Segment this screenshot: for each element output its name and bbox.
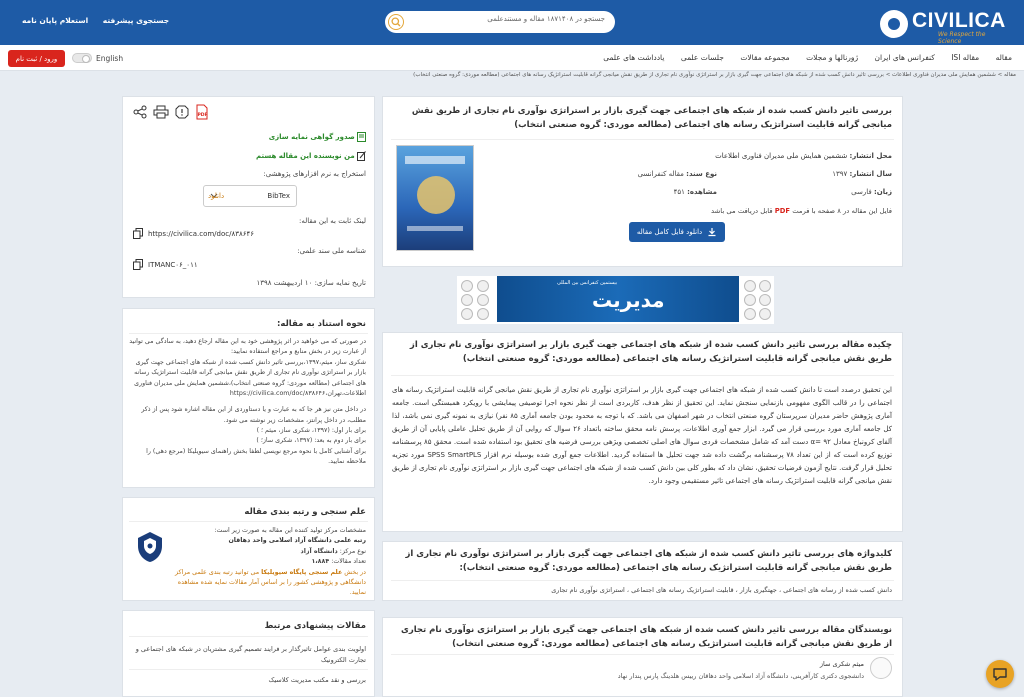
nav-item-papers[interactable]: مقاله [995,53,1012,62]
conference-label: محل انتشار: [849,152,892,160]
sponsor-logo-icon [744,294,756,306]
file-note-pre: فایل این مقاله در ۸ صفحه با فرمت [792,207,892,215]
author-avatar-icon [870,657,892,679]
download-button-label: دانلود فایل کامل مقاله [636,228,703,236]
ranking-note-pre: در بخش [344,568,366,576]
conference-row [715,152,892,160]
nav-item-isi[interactable]: مقاله ISI [951,53,980,62]
nav-item-notes[interactable]: یادداشت های علمی [603,53,665,62]
language-switch[interactable] [72,53,123,63]
citation-second: برای بار دوم به بعد: (۱۳۹۷، شکری ساز؛ ) [256,437,366,445]
certificate-icon [357,132,366,142]
citation-first: برای بار اول: (۱۳۹۷، شکری ساز، میثم ؛ ) [256,427,366,434]
national-id-row [133,259,198,270]
language-toggle[interactable] [72,53,92,63]
copy-icon[interactable] [133,228,143,239]
views-label: مشاهده: [687,188,717,196]
civilica-logo[interactable] [880,9,1010,45]
bibtex-value: BibTex [267,192,290,200]
abstract-card [382,332,903,532]
year-row [832,170,892,178]
citation-card [122,308,375,488]
sponsor-logo-icon [744,308,756,320]
report-icon[interactable] [175,105,189,119]
national-id-value: ITMANC۰۶_۰۱۱ [148,260,198,269]
banner-title: مدیریت [592,288,665,312]
nav-item-conferences[interactable]: کنفرانس های ایران [874,53,935,62]
sponsor-logo-icon [477,308,489,320]
abstract-title: چکیده مقاله بررسی تاثیر دانش کسب شده از شبکه های اجتماعی جهت گیری بازار بر استراتژی نوآوری نام تجاری از طریق نقش میانجی گرانه قابلیت استراتژیک رسانه های اجتماعی (مطالعه موردی: گروه صنعتی انتخاب) [409,340,892,364]
sponsor-logo-icon [461,280,473,292]
citation-title: نحوه استناد به مقاله: [277,319,366,329]
permanent-link-row [133,228,254,239]
doc-type-value: مقاله کنفرانسی [637,170,684,178]
share-icon[interactable] [133,105,147,119]
ranking-body [160,526,366,599]
banner-subtitle: بیستمین کنفرانس بین المللی [557,280,618,286]
views-value: ۴۵۱ [673,188,685,196]
divider [391,139,894,140]
related-card [122,610,375,697]
sponsor-logo-icon [461,294,473,306]
paper-actions-card [122,96,375,298]
divider [391,654,894,655]
sponsor-logo-icon [759,294,771,306]
language-row [851,188,892,196]
search-input[interactable] [420,15,605,23]
sponsor-logo-icon [759,280,771,292]
pdf-icon[interactable] [195,104,209,120]
download-full-paper-button[interactable] [629,222,725,242]
center-type-label: نوع مرکز: [339,547,366,555]
svg-text:PDF: PDF [197,113,208,118]
divider [129,333,368,334]
ranking-card [122,497,375,601]
divider [391,580,894,581]
authors-card [382,617,903,697]
index-date-row [256,279,366,287]
paper-count-value: ۱،۸۸۴ [311,558,330,566]
views-row [674,188,717,196]
doc-type-row [638,170,717,178]
nav-item-journals[interactable]: ژورنالها و مجلات [806,53,859,62]
permanent-link-label: لینک ثابت به این مقاله: [298,217,366,225]
i-am-author-link[interactable]: من نویسنده این مقاله هستم [256,152,355,160]
year-value: ۱۳۹۷ [832,170,848,178]
breadcrumb[interactable]: مقاله > ششمین همایش ملی مدیران فناوری اطلاعات > بررسی تاثیر دانش کسب شده از شبکه های اجتماعی جهت گیری بازار بر استراتژی نوآوری نام تجاری از طریق نقش میانجی گرانه قابلیت استراتژیک رسانه های اجتماعی (مطالعه موردی: گروه صنعتی انتخاب) [413,72,1016,78]
keywords-title: کلیدواژه های بررسی تاثیر دانش کسب شده از شبکه های اجتماعی جهت گیری بازار بر استراتژی نوآوری نام تجاری از طریق نقش میانجی گرانه قابلیت استراتژیک رسانه های اجتماعی (مطالعه موردی: گروه صنعتی انتخاب): [405,549,892,573]
certificate-row[interactable] [269,132,366,142]
divider [129,521,368,522]
year-label: سال انتشار: [849,170,892,178]
main-nav [0,45,1024,71]
abstract-text: این تحقیق درصدد است تا دانش کسب شده از شبکه های اجتماعی جهت گیری بازار بر استراتژی نوآوری نام تجاری از طریق نقش میانجی گرانه قابلیت استراتژیک رسانه های اجتماعی را در قالب الگوی مفهومی بازنمایی سنجش نماید. این تحقیق از نظر هدف، کاربردی است از نظر نحوه اجرا توصیفی پیمایشی با رویکرد همبستگی است. جامعه آماری پژوهش حاضر مدیران سرپرستان گروه صنعتی انتخاب در شهر اصفهان می باشد. که با توجه به محدود بودن جامعه آماری ۸۵ نفر) نیازی به نمونه گیری نمی باشد، لذا کل جامعه آماری مورد بررسی قرار می گیرد. ابزار جمع آوری اطلاعات، پرسش نامه محقق ساخته باتعداد ۲۶ سوال که روایی آن از طریق تحلیل عاملی پایایی آن از طریق آلفای کرونباخ معادل ۹۲ =α دست آمد که شامل مشخصات فردی سوال های اصلی تخصصی ویژهی بررسی فرضیه های تحقیق بود استفاده شده است. محقق ۸۵ پرسشنامه توزیع کرده است که از این تعداد ۷۸ پرسشنامه برگشت داده شد جهت تحلیل ها استفاده گردید. اطلاعات جمع آوری شده بوسیله نرم افزار SPSS SmartPLS مورد تجزیه تحلیل قرار گرفت. نتایج آزمون فرضیات تحقیق، نشان داد که بطور کلی بین دانش کسب شده از شبکه های اجتماعی جهت گیری بازار بر استراتژی نوآوری نام تجاری از طریق نقش میانجی گرانه قابلیت استراتژیک رسانه های اجتماعی تاثیر مستقیمی وجود دارد. [392,386,893,485]
file-note-post: قابل دریافت می باشد [711,207,773,215]
chat-button[interactable] [986,660,1014,688]
citation-body [128,337,366,468]
certificate-link[interactable]: صدور گواهی نمایه سازی [268,133,355,141]
logo-text: CIVILICA [912,9,1006,32]
language-meta-label: زبان: [873,188,892,196]
paper-info-card [382,96,903,267]
nav-menu [589,53,1012,62]
ad-banner[interactable] [457,276,774,324]
author-name[interactable]: میثم شکری ساز [819,660,864,668]
nav-item-proceedings[interactable]: مجموعه مقالات [740,53,790,62]
conference-cover-image [396,145,474,251]
divider [129,669,368,670]
keywords-card [382,541,903,601]
ranking-title: علم سنجی و رتبه بندی مقاله [244,507,366,517]
keywords-list[interactable]: دانش کسب شده از رسانه های اجتماعی ، جهتگیری بازار ، قابلیت استراتژیک رسانه های اجتماعی ، استراتژی نوآوری نام تجاری [551,586,892,594]
doc-type-label: نوع سند: [686,170,717,178]
extract-label: استخراج به نرم افزارهای پژوهشی: [263,170,366,178]
center-type-row [160,547,366,557]
logo-tagline: We Respect the Science [938,31,986,45]
bibtex-download[interactable]: دانلود [208,192,225,200]
sponsor-logo-icon [461,308,473,320]
search-box [385,11,615,33]
related-item[interactable]: بررسی و نقد مکتب مدیریت کلاسیک [268,676,366,684]
citation-guide[interactable]: برای آشنایی کامل با نحوه مرجع نویسی لطفا بخش راهنمای سیویلیکا (مرجع دهی) را ملاحظه نمایید. [146,447,366,466]
thesis-inquiry-link[interactable]: استعلام پایان نامه [22,16,89,25]
ranking-note-post: می توانید رتبه بندی علمی مراکز دانشگاهی و پژوهشی کشور را بر اساس آمار مقالات نمایه شده مشاهده نمایید. [175,568,366,597]
index-date-value: ۱۰ اردیبهشت ۱۳۹۸ [256,279,313,287]
related-title: مقالات پیشنهادی مرتبط [264,621,366,631]
language-meta-value: فارسی [851,188,872,196]
login-button[interactable]: ورود / ثبت نام [8,50,65,67]
citation-reference[interactable]: شکری ساز، میثم،۱۳۹۷،بررسی تاثیر دانش کسب شده از شبکه های اجتماعی جهت گیری بازار بر استراتژی نوآوری نام تجاری از طریق نقش میانجی گرانه قابلیت استراتژیک رسانه های اجتماعی (مطالعه موردی: گروه صنعتی انتخاب)،ششمین همایش ملی مدیران فناوری اطلاعات،تهران،https://civilica.com/doc/۸۳۸۶۴۶ [134,358,366,397]
author-affiliation: دانشجوی دکتری کارآفرینی، دانشگاه آزاد اسلامی واحد دهاقان رییس هلدینگ پارس پندار نهاد [617,672,864,680]
ranking-intro: مشخصات مرکز تولید کننده این مقاله به صورت زیر است: [214,527,366,534]
citation-intext-note: در داخل متن نیز هر جا که به عبارت و یا دستاوردی از این مقاله اشاره شود پس از ذکر مطلب، در داخل پرانتز، مشخصات زیر نوشته می شود. [141,406,366,424]
ranking-rank-line[interactable]: رتبه علمی دانشگاه آزاد اسلامی واحد دهاقان [228,537,366,545]
citation-intro: در صورتی که می خواهید در اثر پژوهشی خود به این مقاله ارجاع دهید، به سادگی می توانید از عبارت زیر در بخش منابع و مراجع استفاده نمایید: [129,338,366,356]
sponsor-logo-icon [744,280,756,292]
paper-title: بررسی تاثیر دانش کسب شده از شبکه های اجتماعی جهت گیری بازار بر استراتژی نوآوری نام تجاری از طریق نقش میانجی گرانه قابلیت استراتژیک رسانه های اجتماعی (مطالعه موردی: گروه صنعتی انتخاب) [411,106,892,130]
index-date-label: تاریخ نمایه سازی: [314,279,366,287]
paper-count-label: تعداد مقالات: [331,558,366,566]
edit-icon [357,151,366,161]
download-icon [707,227,717,237]
conference-link[interactable]: ششمین همایش ملی مدیران فناوری اطلاعات [715,152,848,160]
authors-title: نویسندگان مقاله بررسی تاثیر دانش کسب شده از شبکه های اجتماعی جهت گیری بازار بر استراتژی نوآوری نام تجاری از طریق نقش میانجی گرانه قابلیت استراتژیک رسانه های اجتماعی (مطالعه موردی: گروه صنعتی انتخاب) [401,625,892,649]
file-note [711,207,892,215]
nav-item-sessions[interactable]: جلسات علمی [680,53,724,62]
center-type-value: دانشگاه آزاد [300,547,338,555]
chat-icon [986,660,1014,688]
paper-count-row [160,557,366,567]
copy-icon[interactable] [133,259,143,270]
header-links [10,16,169,25]
language-label: English [96,53,124,63]
search-icon[interactable] [388,14,404,30]
ranking-note [160,568,366,599]
sponsor-logo-icon [477,280,489,292]
university-logo-icon [135,530,165,564]
file-note-pdf: PDF [774,207,791,215]
site-header [0,0,1024,45]
sponsor-logo-icon [477,294,489,306]
author-claim-row[interactable] [256,151,366,161]
print-icon[interactable] [153,105,169,119]
divider [391,375,894,376]
related-item[interactable]: اولویت بندی عوامل تاثیرگذار بر فرایند تصمیم گیری مشتریان در شبکه های اجتماعی و تجارت الکترونیک [135,645,366,664]
logo-mark-icon [880,10,908,38]
advanced-search-link[interactable]: جستجوی پیشرفته [102,16,170,25]
divider [129,636,368,637]
permanent-link-url[interactable]: https://civilica.com/doc/۸۳۸۶۴۶ [148,229,255,238]
sponsor-logo-icon [759,308,771,320]
scientometrics-link[interactable]: علم سنجی پایگاه سیویلیکا [261,568,343,576]
banner-main [497,276,739,322]
national-id-label: شناسه ملی سند علمی: [297,247,366,255]
